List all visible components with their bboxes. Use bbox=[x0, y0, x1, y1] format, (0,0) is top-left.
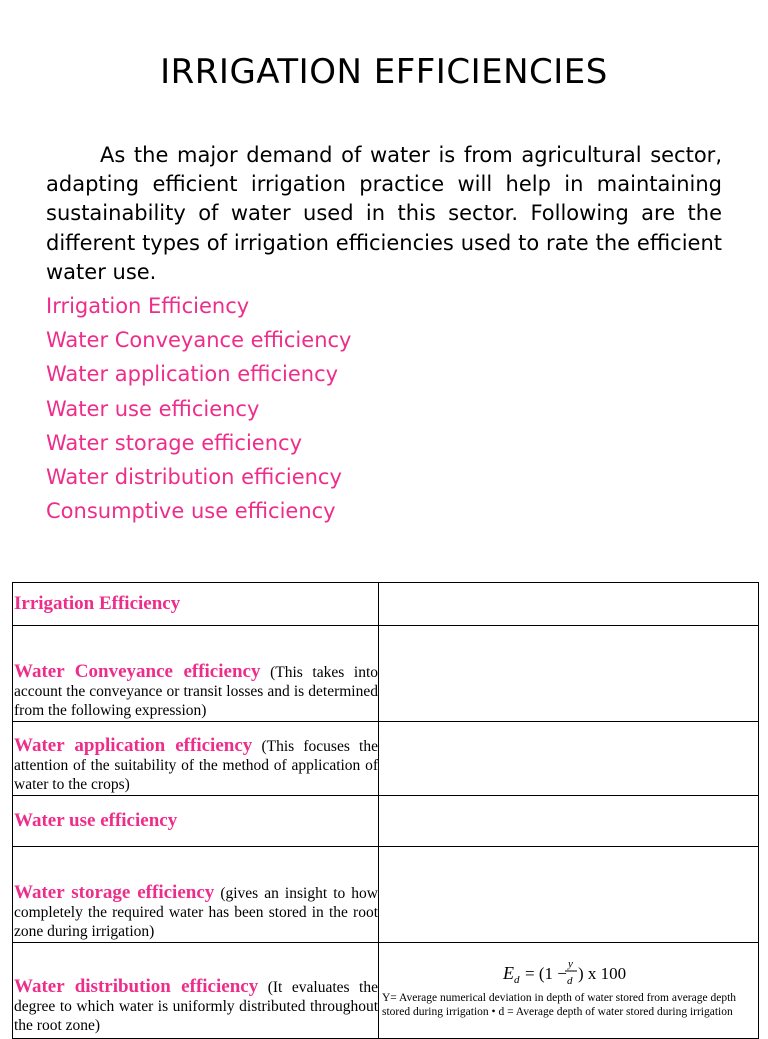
page-title: IRRIGATION EFFICIENCIES bbox=[160, 52, 608, 92]
row-description: (This takes into account the conveyance or transit losses and is determined from the following expression) bbox=[14, 664, 379, 719]
table-cell-left bbox=[13, 847, 379, 943]
distribution-efficiency-formula bbox=[499, 955, 639, 991]
row-heading: Water application efficiency bbox=[14, 735, 253, 756]
list-item-water-use-efficiency: Water use efficiency bbox=[46, 396, 260, 421]
list-item-water-conveyance-efficiency: Water Conveyance efficiency bbox=[46, 328, 352, 353]
list-item-irrigation-efficiency: Irrigation Efficiency bbox=[46, 294, 250, 318]
table-cell-right bbox=[379, 847, 759, 943]
efficiency-list bbox=[46, 290, 351, 529]
efficiency-table bbox=[12, 582, 759, 1039]
list-item-water-storage-efficiency: Water storage efficiency bbox=[46, 430, 303, 455]
table-cell-left bbox=[13, 626, 379, 722]
formula-lhs-subscript: d bbox=[514, 974, 520, 986]
formula-rhs-suffix: ) x 100 bbox=[578, 964, 627, 983]
list-item-water-distribution-efficiency: Water distribution efficiency bbox=[46, 464, 342, 489]
table-row bbox=[13, 583, 759, 626]
list-item-water-application-efficiency: Water application efficiency bbox=[46, 362, 339, 387]
table-row bbox=[13, 943, 759, 1039]
row-description: (gives an insight to how completely the required water has been stored in the root zone during irrigation) bbox=[14, 885, 378, 940]
row-description: (It evaluates the degree to which water is uniformly distributed throughout the root zone) bbox=[14, 979, 378, 1034]
row-heading: Water storage efficiency bbox=[14, 882, 215, 903]
table-row bbox=[13, 796, 759, 847]
table-row bbox=[13, 626, 759, 722]
table-cell-left bbox=[13, 722, 379, 796]
list-item-consumptive-use-efficiency: Consumptive use efficiency bbox=[46, 499, 336, 524]
table-row bbox=[13, 722, 759, 796]
table-cell-left bbox=[13, 943, 379, 1039]
row-heading: Water use efficiency bbox=[14, 809, 178, 831]
table-cell-left bbox=[13, 796, 379, 847]
table-cell-right bbox=[379, 583, 759, 626]
table-cell-right bbox=[379, 626, 759, 722]
table-cell-right bbox=[379, 722, 759, 796]
formula-numerator: y bbox=[568, 958, 573, 970]
formula-denominator: d bbox=[567, 975, 573, 987]
table-cell-right bbox=[379, 796, 759, 847]
row-heading: Irrigation Efficiency bbox=[14, 592, 181, 614]
row-description: (This focuses the attention of the suitability of the method of application of water to the crops) bbox=[14, 738, 378, 793]
row-heading: Water distribution efficiency bbox=[14, 976, 259, 997]
formula-note: Y= Average numerical deviation in depth of water stored from average depth stored during irrigation • d = Average depth of water stored during irrigation bbox=[382, 992, 737, 1018]
table-cell-right bbox=[379, 943, 759, 1039]
table-row bbox=[13, 847, 759, 943]
intro-paragraph: As the major demand of water is from agricultural sector, adapting efficient irrigation practice will help in maintaining sustainability of water used in this sector. Following are the different types of irrigation efficiencies used to rate the efficient water use. bbox=[46, 143, 722, 284]
table-cell-left bbox=[13, 583, 379, 626]
row-heading: Water Conveyance efficiency bbox=[14, 661, 261, 682]
formula-rhs-prefix: = (1 − bbox=[525, 964, 567, 983]
formula-lhs: E bbox=[503, 963, 514, 983]
